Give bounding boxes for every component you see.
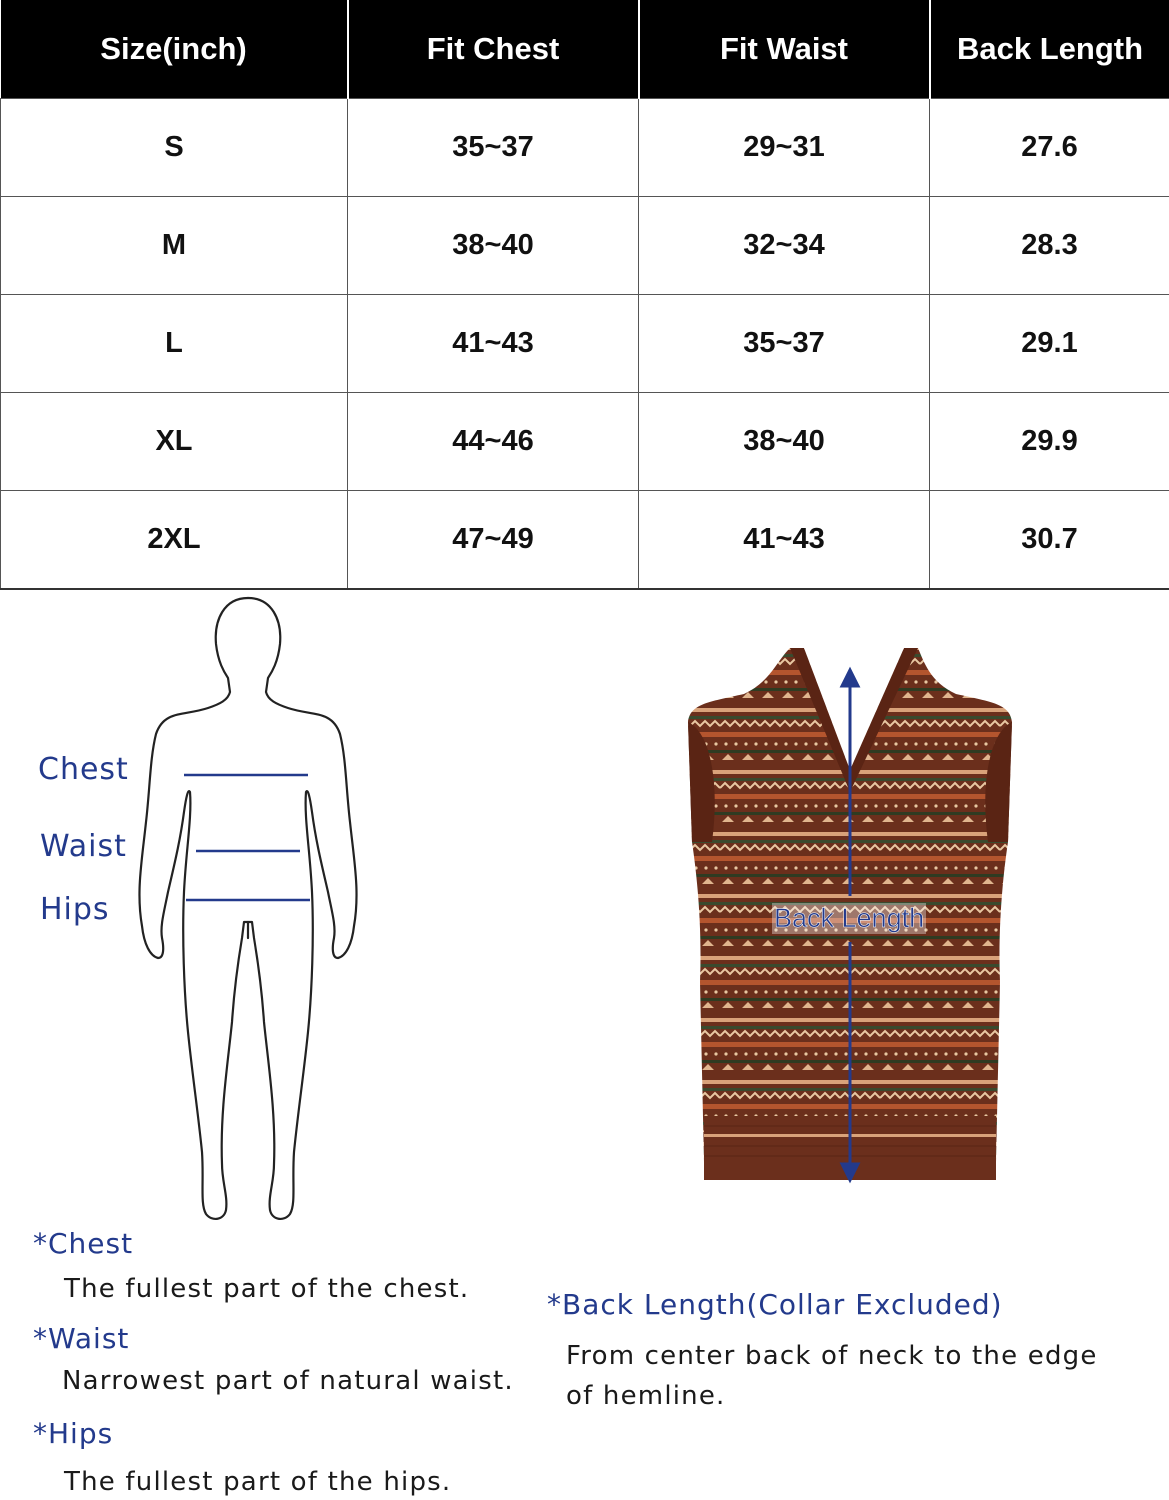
figure-label-hips: Hips <box>40 892 110 927</box>
table-header-row <box>1 0 1169 99</box>
cell-size: XL <box>1 393 348 491</box>
cell-waist: 29~31 <box>639 99 930 197</box>
cell-back-length: 29.1 <box>930 295 1169 393</box>
cell-back-length: 29.9 <box>930 393 1169 491</box>
cell-size: M <box>1 197 348 295</box>
figure-label-waist: Waist <box>40 829 127 864</box>
cell-size: 2XL <box>1 491 348 590</box>
definition-text-waist: Narrowest part of natural waist. <box>62 1366 514 1396</box>
header-size: Size(inch) <box>1 0 348 99</box>
cell-waist: 41~43 <box>639 491 930 590</box>
figure-label-chest: Chest <box>38 752 129 787</box>
cell-back-length: 27.6 <box>930 99 1169 197</box>
header-fit-chest: Fit Chest <box>348 0 639 99</box>
cell-chest: 38~40 <box>348 197 639 295</box>
table-row <box>1 295 1169 393</box>
table-row <box>1 393 1169 491</box>
cell-size: S <box>1 99 348 197</box>
header-fit-waist: Fit Waist <box>639 0 930 99</box>
table-row <box>1 491 1169 590</box>
definition-term-chest: *Chest <box>33 1227 134 1260</box>
cell-chest: 47~49 <box>348 491 639 590</box>
definition-text-hips: The fullest part of the hips. <box>64 1467 452 1497</box>
definition-term-back-length: *Back Length(Collar Excluded) <box>547 1288 1003 1321</box>
cell-chest: 44~46 <box>348 393 639 491</box>
human-body-outline-icon <box>120 592 380 1232</box>
figure-label-back-length: Back Length <box>774 903 925 933</box>
cell-waist: 38~40 <box>639 393 930 491</box>
cell-waist: 35~37 <box>639 295 930 393</box>
cell-back-length: 30.7 <box>930 491 1169 590</box>
definition-text-back-length-line2: of hemline. <box>566 1381 726 1411</box>
size-chart-table <box>0 0 1169 590</box>
cell-chest: 41~43 <box>348 295 639 393</box>
definition-term-waist: *Waist <box>33 1322 130 1355</box>
definition-text-back-length-line1: From center back of neck to the edge <box>566 1341 1098 1371</box>
definition-text-chest: The fullest part of the chest. <box>64 1274 470 1304</box>
cell-chest: 35~37 <box>348 99 639 197</box>
cell-size: L <box>1 295 348 393</box>
header-back-length: Back Length <box>930 0 1169 99</box>
table-row <box>1 197 1169 295</box>
cell-waist: 32~34 <box>639 197 930 295</box>
definition-term-hips: *Hips <box>33 1417 114 1450</box>
table-row <box>1 99 1169 197</box>
cell-back-length: 28.3 <box>930 197 1169 295</box>
